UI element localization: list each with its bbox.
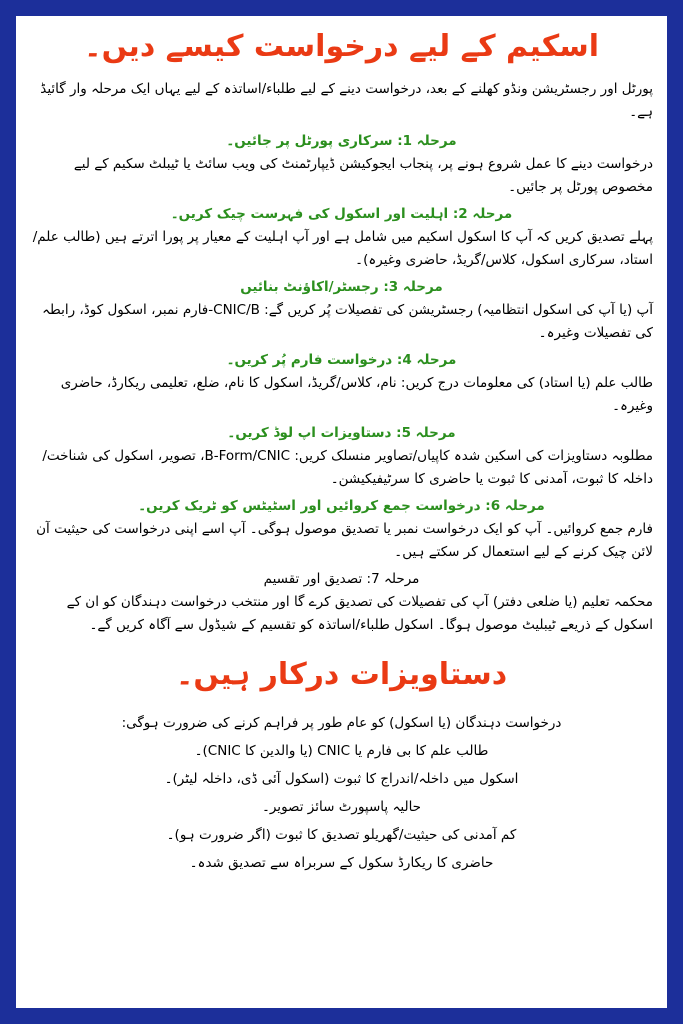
article-card xyxy=(16,16,667,1008)
step-3-title: مرحلہ 3: رجسٹر/اکاؤنٹ بنائیں xyxy=(240,279,443,295)
step-3-body: آپ (یا آپ کی اسکول انتظامیہ) رجسٹریشن کی تفصیلات پُر کریں گے: CNIC/B-فارم نمبر، اسکول کوڈ، رابطہ کی تفصیلات وغیرہ۔ xyxy=(42,302,653,341)
docs-intro: درخواست دہندگان (یا اسکول) کو عام طور پر فراہم کرنے کی ضرورت ہوگی: xyxy=(121,715,562,731)
docs-item: اسکول میں داخلہ/اندراج کا ثبوت (اسکول آئی ڈی، داخلہ لیٹر)۔ xyxy=(164,771,519,787)
step-4-title: مرحلہ 4: درخواست فارم پُر کریں۔ xyxy=(226,352,457,368)
step-1-body: درخواست دینے کا عمل شروع ہونے پر، پنجاب ایجوکیشن ڈیپارٹمنٹ کی ویب سائٹ یا ٹیبلٹ سکیم کے لیے مخصوص پورٹل پر جائیں۔ xyxy=(73,156,653,195)
step-4-body: طالب علم (یا استاد) کی معلومات درج کریں: نام، کلاس/گریڈ، اسکول کا نام، ضلع، تعلیمی ریکارڈ، حاضری وغیرہ۔ xyxy=(60,375,653,414)
step-1-title: مرحلہ 1: سرکاری پورٹل پر جائیں۔ xyxy=(226,133,457,149)
step-5-body: مطلوبہ دستاویزات کی اسکین شدہ کاپیاں/تصاویر منسلک کریں: B-Form/CNIC، تصویر، اسکول کی شناخت/داخلہ کا ثبوت، آمدنی کا ثبوت یا حاضری کا سرٹیفیکیشن۔ xyxy=(42,448,653,487)
docs-item: کم آمدنی کی حیثیت/گھریلو تصدیق کا ثبوت (اگر ضرورت ہو)۔ xyxy=(166,827,517,843)
intro-text: پورٹل اور رجسٹریشن ونڈو کھلنے کے بعد، درخواست دینے کے لیے طلباء/اساتذہ کے لیے یہاں ایک مرحلہ وار گائیڈ ہے۔ xyxy=(40,81,653,120)
docs-item: طالب علم کا بی فارم یا CNIC (یا والدین کا CNIC)۔ xyxy=(194,743,489,759)
article-content xyxy=(30,26,653,877)
step-2-title: مرحلہ 2: اہلیت اور اسکول کی فہرست چیک کریں۔ xyxy=(170,206,513,222)
step-2-body: پہلے تصدیق کریں کہ آپ کا اسکول اسکیم میں شامل ہے اور آپ اہلیت کے معیار پر پورا اترتے ہیں (طالب علم/استاد، سرکاری اسکول، کلاس/گریڈ، حاضری وغیرہ)۔ xyxy=(32,229,653,268)
docs-item: حالیہ پاسپورٹ سائز تصویر۔ xyxy=(261,799,422,815)
docs-list xyxy=(30,709,653,877)
docs-item: حاضری کا ریکارڈ سکول کے سربراہ سے تصدیق شدہ۔ xyxy=(189,855,494,871)
step-6-title: مرحلہ 6: درخواست جمع کروائیں اور اسٹیٹس کو ٹریک کریں۔ xyxy=(138,498,545,514)
docs-heading: دستاویزات درکار ہیں۔ xyxy=(175,657,508,692)
step-7-title: مرحلہ 7: تصدیق اور تقسیم xyxy=(263,571,420,587)
step-6-body: فارم جمع کروائیں۔ آپ کو ایک درخواست نمبر یا تصدیق موصول ہوگی۔ آپ اسے اپنی درخواست کی حیثیت آن لائن چیک کرنے کے لیے استعمال کر سکتے ہیں۔ xyxy=(36,521,653,560)
step-7-body: محکمہ تعلیم (یا ضلعی دفتر) آپ کی تفصیلات کی تصدیق کرے گا اور منتخب درخواست دہندگان کو ان کے اسکول کے ذریعے ٹیبلیٹ موصول ہوگا۔ اسکول طلباء/اساتذہ کو تقسیم کے شیڈول سے آگاہ کریں گے۔ xyxy=(66,594,653,633)
step-5-title: مرحلہ 5: دستاویزات اپ لوڈ کریں۔ xyxy=(227,425,456,441)
page-title: اسکیم کے لیے درخواست کیسے دیں۔ xyxy=(83,29,599,64)
